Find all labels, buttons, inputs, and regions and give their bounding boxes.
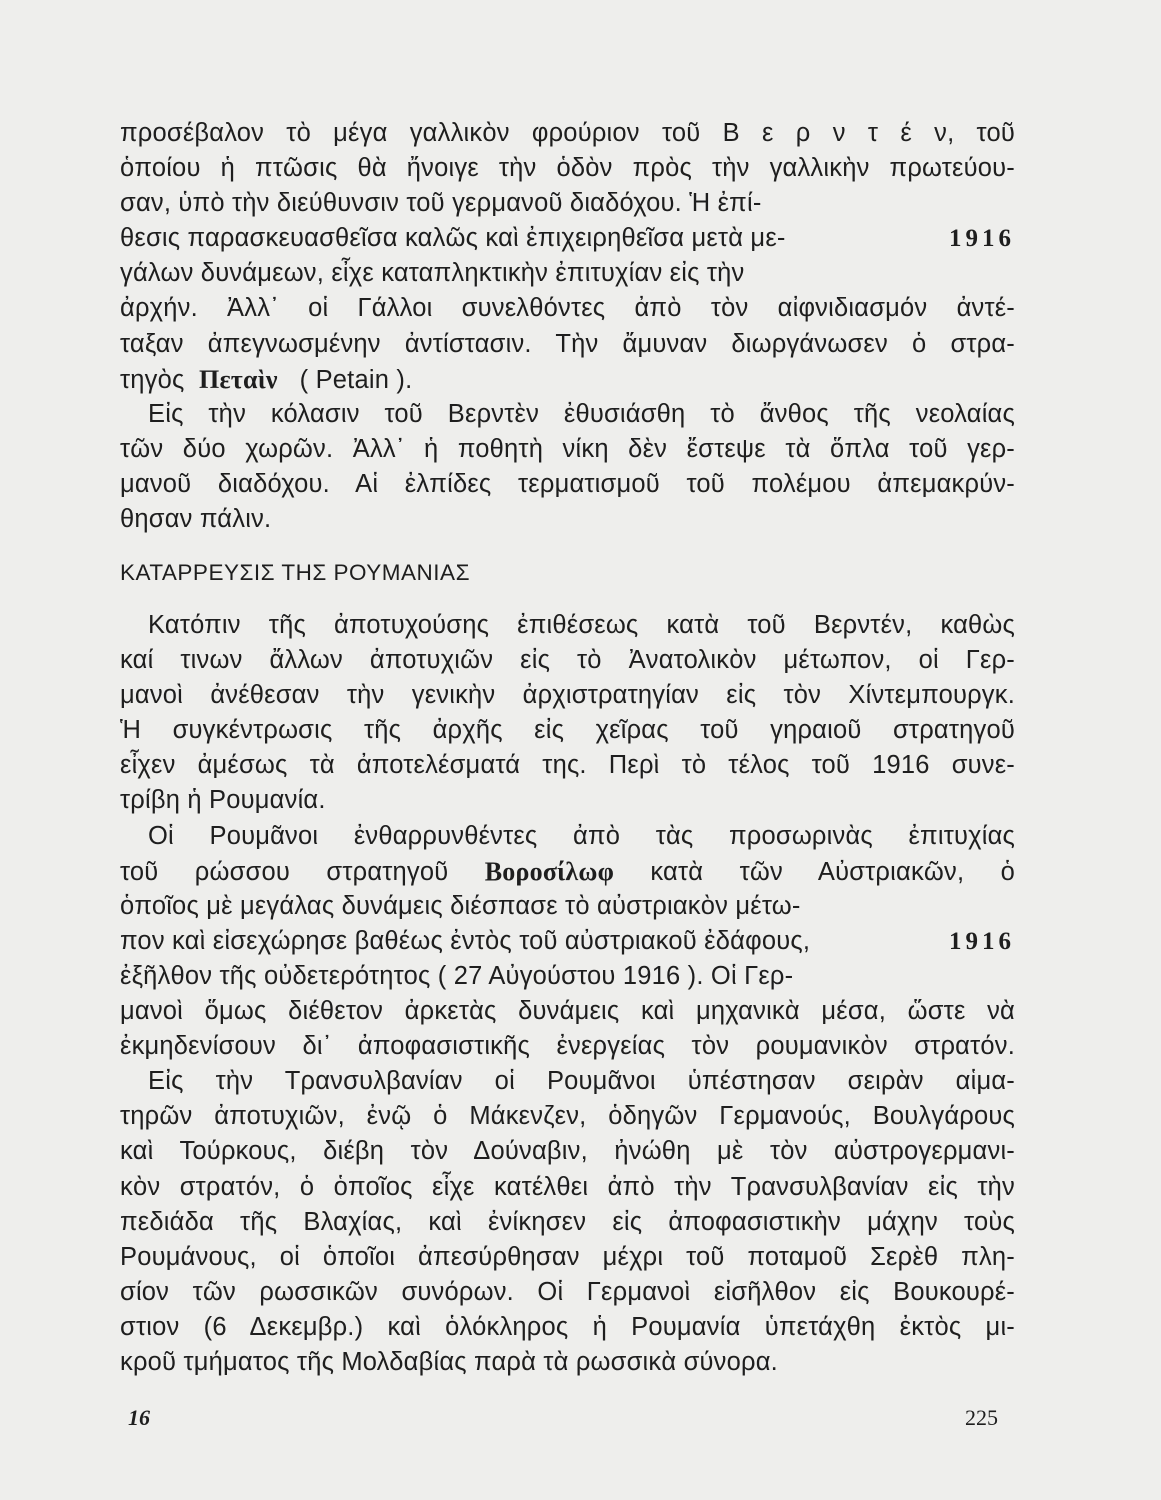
- line-text: μανοῦ διαδόχου. Αἱ ἐλπίδες τερματισμοῦ τοῦ πολέμου ἀπεμακρύν-: [120, 469, 1015, 498]
- line-text: μανοὶ ἀνέθεσαν τὴν γενικὴν ἀρχιστρατηγίαν εἰς τὸν Χίντεμπουργκ.: [120, 681, 1015, 710]
- line-text: Εἰς τὴν Τρανσυλβανίαν οἱ Ρουμᾶνοι ὑπέστησαν σειρὰν αἱμα-: [148, 1067, 1015, 1096]
- text-line: [120, 1205, 1015, 1240]
- line-text: Ρουμάνους, οἱ ὁποῖοι ἀπεσύρθησαν μέχρι τοῦ ποταμοῦ Σερὲθ πλη-: [120, 1242, 1015, 1271]
- line-text: Ἡ συγκέντρωσις τῆς ἀρχῆς εἰς χεῖρας τοῦ γηραιοῦ στρατηγοῦ: [120, 716, 1015, 745]
- line-text: ταξαν ἀπεγνωσμένην ἀντίστασιν. Τὴν ἄμυναν διωργάνωσεν ὁ στρα-: [120, 329, 1015, 358]
- line-text: στιον (6 Δεκεμβρ.) καὶ ὁλόκληρος ἡ Ρουμανία ὑπετάχθη ἐκτὸς μι-: [120, 1312, 1015, 1341]
- line-text: τοῦ ρώσσου στρατηγοῦ: [120, 857, 485, 886]
- line-text: καὶ Τούρκους, διέβη τὸν Δούναβιν, ἠνώθη μὲ τὸν αὐστρογερμανι-: [120, 1137, 1015, 1166]
- text-line: [120, 713, 1015, 748]
- text-line: [120, 1310, 1015, 1345]
- text-line: [120, 432, 1015, 467]
- paragraph-block-verdun: [120, 116, 1015, 537]
- line-text: κροῦ τμήματος τῆς Μολδαβίας παρὰ τὰ ρωσσικὰ σύνορα.: [120, 1347, 778, 1376]
- margin-year-note: 1916: [949, 225, 1015, 253]
- signature-mark: 16: [128, 1405, 150, 1430]
- line-text: μανοὶ ὅμως διέθετον ἀρκετὰς δυνάμεις καὶ μηχανικὰ μέσα, ὥστε νὰ: [120, 997, 1015, 1026]
- line-text: θησαν πάλιν.: [120, 505, 272, 534]
- line-text: ἐκμηδενίσουν δι᾽ ἀποφασιστικῆς ἐνεργείας τὸν ρουμανικὸν στρατόν.: [120, 1032, 1015, 1061]
- line-text: Οἱ Ρουμᾶνοι ἐνθαρρυνθέντες ἀπὸ τὰς προσωρινὰς ἐπιτυχίας: [148, 821, 1015, 850]
- line-text: κὸν στρατόν, ὁ ὁποῖος εἶχε κατέλθει ἀπὸ τὴν Τρανσυλβανίαν εἰς τὴν: [120, 1172, 1015, 1201]
- line-text: τρίβη ἡ Ρουμανία.: [120, 786, 326, 815]
- text-line: [120, 1029, 1015, 1064]
- text-line: [120, 678, 1015, 713]
- line-text: καί τινων ἄλλων ἀποτυχιῶν εἰς τὸ Ἀνατολικὸν μέτωπον, οἱ Γερ-: [120, 646, 1015, 675]
- text-line: [120, 959, 1015, 994]
- line-text: σαν, ὑπὸ τὴν διεύθυνσιν τοῦ γερμανοῦ διαδόχου. Ἡ ἐπί-: [120, 189, 762, 218]
- text-line: [120, 221, 1015, 256]
- text-line: [120, 1170, 1015, 1205]
- text-line: [120, 186, 1015, 221]
- text-line: [120, 854, 1015, 889]
- line-text: τηρῶν ἀποτυχιῶν, ἐνῷ ὁ Μάκενζεν, ὁδηγῶν Γερμανούς, Βουλγάρους: [120, 1102, 1015, 1131]
- line-text: σίον τῶν ρωσσικῶν συνόρων. Οἱ Γερμανοὶ εἰσῆλθον εἰς Βουκουρέ-: [120, 1277, 1015, 1306]
- line-text: θεσις παρασκευασθεῖσα καλῶς καὶ ἐπιχειρηθεῖσα μετὰ με-: [120, 224, 786, 253]
- line-text: Εἰς τὴν κόλασιν τοῦ Βερντὲν ἐθυσιάσθη τὸ ἄνθος τῆς νεολαίας: [148, 399, 1015, 428]
- line-text: προσέβαλον τὸ μέγα γαλλικὸν φρούριον τοῦ Β ε ρ ν τ έ ν, τοῦ: [120, 119, 1015, 147]
- text-line: [120, 327, 1015, 362]
- text-line: [120, 889, 1015, 924]
- text-line: [120, 1134, 1015, 1169]
- text-line: [120, 783, 1015, 818]
- line-text: ὁποίου ἡ πτῶσις θὰ ἤνοιγε τὴν ὁδὸν πρὸς τὴν γαλλικὴν πρωτεύου-: [120, 154, 1015, 183]
- text-line: [120, 643, 1015, 678]
- line-text: ἐξῆλθον τῆς οὐδετερότητος ( 27 Αὐγούστου 1916 ). Οἱ Γερ-: [120, 961, 794, 990]
- text-line: [120, 256, 1015, 291]
- text-line: [120, 151, 1015, 186]
- text-line: [120, 1275, 1015, 1310]
- margin-year-note: 1916: [949, 927, 1015, 955]
- text-line: [120, 608, 1015, 643]
- line-text: Κατόπιν τῆς ἀποτυχούσης ἐπιθέσεως κατὰ τοῦ Βερντέν, καθὼς: [148, 611, 1015, 639]
- line-text: ὁποῖος μὲ μεγάλας δυνάμεις διέσπασε τὸ αὐστριακὸν μέτω-: [120, 891, 801, 920]
- text-line: [120, 116, 1015, 151]
- text-line: [120, 924, 1015, 959]
- section-heading: ΚΑΤΑΡΡΕΥΣΙΣ ΤΗΣ ΡΟΥΜΑΝΙΑΣ: [120, 560, 470, 585]
- paragraph-block-romania: [120, 608, 1015, 1380]
- bold-name: Βοροσίλωφ: [484, 856, 615, 886]
- text-line: [120, 291, 1015, 326]
- text-line: [120, 467, 1015, 502]
- text-line: [120, 1240, 1015, 1275]
- line-text: τηγὸς: [120, 365, 200, 394]
- page-number: 225: [965, 1405, 998, 1430]
- text-line: [120, 1345, 1015, 1380]
- text-line: [120, 1099, 1015, 1134]
- line-text: πον καὶ εἰσεχώρησε βαθέως ἐντὸς τοῦ αὐστριακοῦ ἐδάφους,: [120, 926, 811, 955]
- line-text: εἶχεν ἀμέσως τὰ ἀποτελέσματά της. Περὶ τὸ τέλος τοῦ 1916 συνε-: [120, 751, 1015, 780]
- text-line: [120, 502, 1015, 537]
- text-line: [120, 748, 1015, 783]
- text-line: [120, 994, 1015, 1029]
- line-text: πεδιάδα τῆς Βλαχίας, καὶ ἐνίκησεν εἰς ἀποφασιστικὴν μάχην τοὺς: [120, 1207, 1015, 1236]
- bold-name: Πεταὶν: [199, 364, 278, 394]
- text-line: [120, 362, 1015, 397]
- line-text: ( Petain ).: [277, 365, 413, 394]
- line-text: ἀρχήν. Ἀλλ᾽ οἱ Γάλλοι συνελθόντες ἀπὸ τὸν αἰφνιδιασμόν ἀντέ-: [120, 294, 1015, 323]
- text-line: [120, 397, 1015, 432]
- line-text: τῶν δύο χωρῶν. Ἀλλ᾽ ἡ ποθητὴ νίκη δὲν ἔστεψε τὰ ὅπλα τοῦ γερ-: [120, 434, 1015, 463]
- text-line: [120, 819, 1015, 854]
- line-text: κατὰ τῶν Αὐστριακῶν, ὁ: [614, 857, 1015, 886]
- text-line: [120, 1064, 1015, 1099]
- line-text: γάλων δυνάμεων, εἶχε καταπληκτικὴν ἐπιτυχίαν εἰς τὴν: [120, 259, 745, 288]
